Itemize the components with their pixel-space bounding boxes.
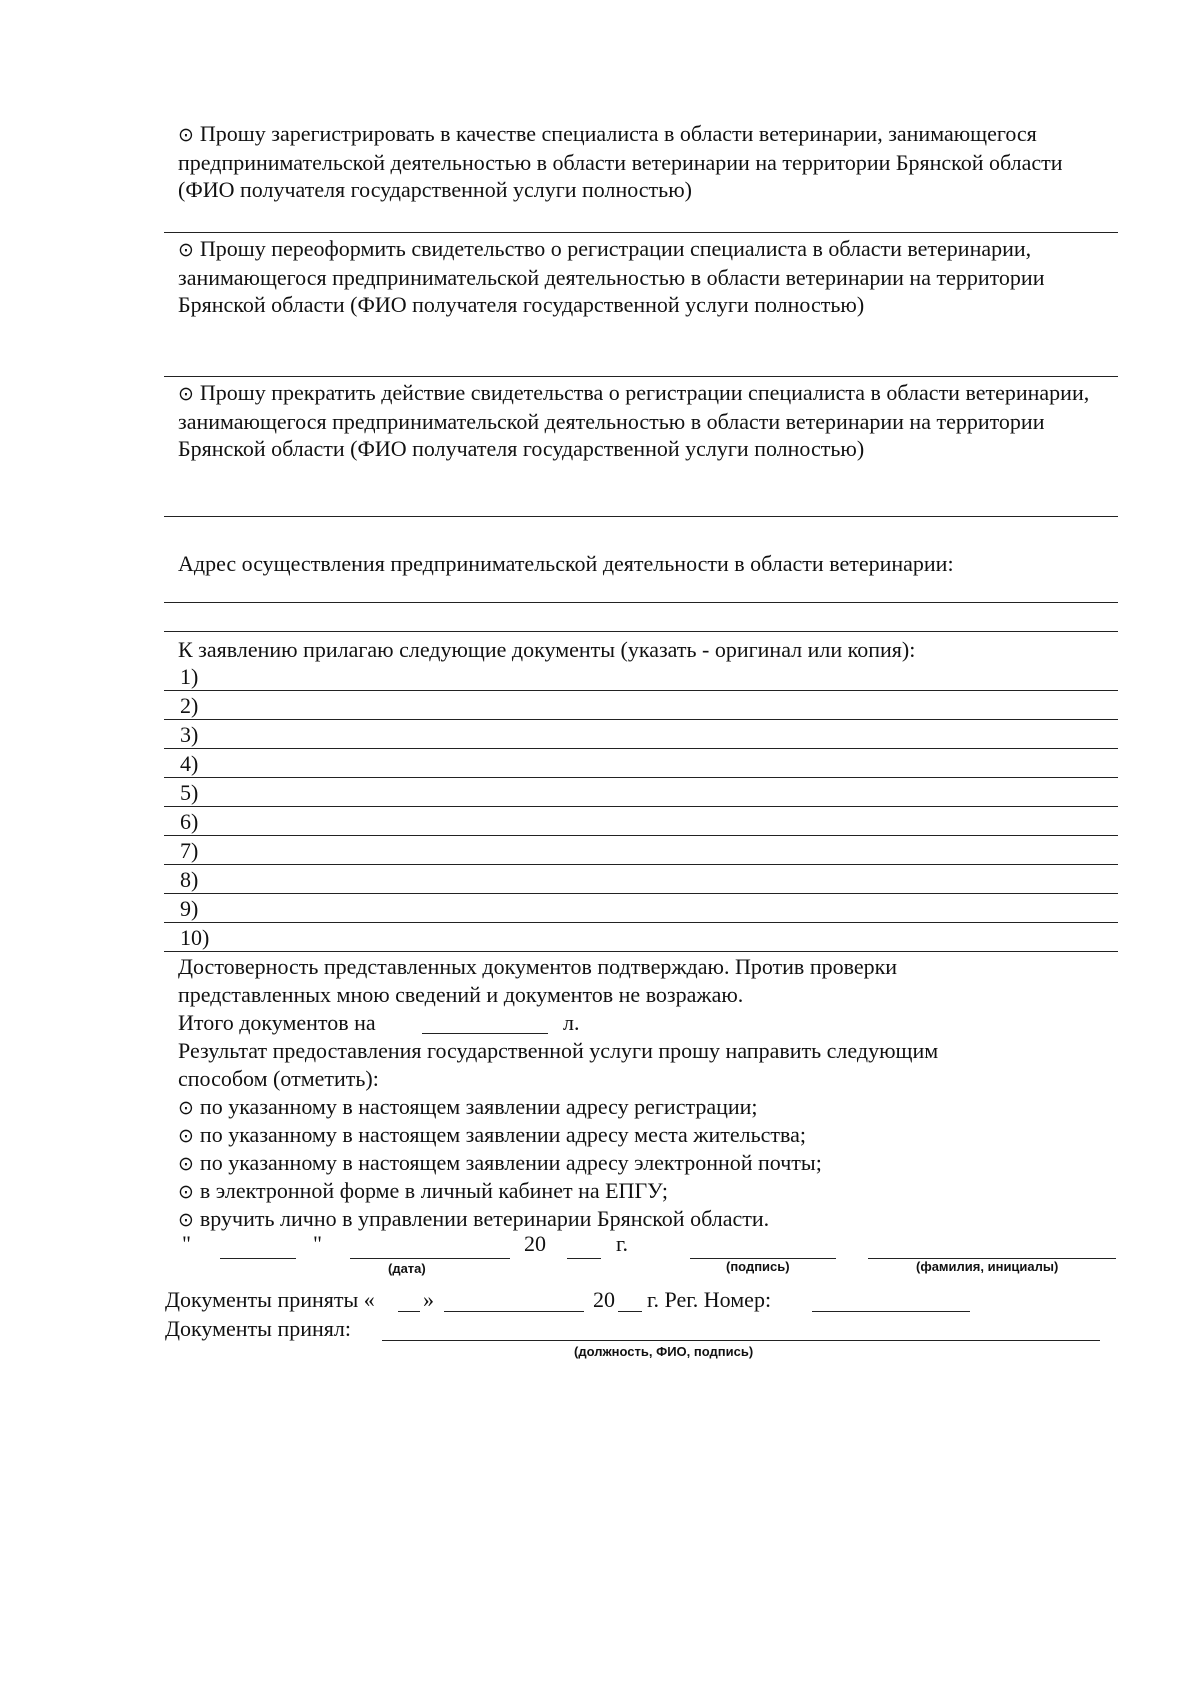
attachment-row[interactable] (164, 836, 1118, 865)
attachment-number: 9) (180, 896, 199, 921)
delivery-option-in-person[interactable]: ⊙ вручить лично в управлении ветеринарии Брянской области. (178, 1206, 770, 1231)
quote-close: " (313, 1231, 322, 1256)
attachment-row[interactable] (164, 923, 1118, 952)
month-field[interactable] (350, 1258, 510, 1259)
total-pages-field[interactable] (422, 1033, 548, 1034)
accepted-year-prefix: 20 (593, 1287, 615, 1312)
accepted-by-field[interactable] (382, 1340, 1100, 1341)
request-text: Прошу зарегистрировать в качестве специалиста в области ветеринарии, занимающегося предпринимательской деятельностью в области ветеринарии на территории Брянской области (ФИО получателя государственной услуги полностью) (178, 121, 1063, 202)
delivery-option-email[interactable]: ⊙ по указанному в настоящем заявлении адресу электронной почты; (178, 1150, 822, 1175)
caption-signature: (подпись) (726, 1259, 790, 1274)
attachment-row[interactable] (164, 894, 1118, 923)
attachment-number: 3) (180, 722, 199, 747)
year-prefix: 20 (524, 1231, 546, 1256)
attachment-number: 7) (180, 838, 199, 863)
accepted-close-quote: » (423, 1287, 434, 1312)
caption-accepted-by: (должность, ФИО, подпись) (574, 1344, 754, 1359)
accepted-label: Документы приняты « (165, 1287, 375, 1312)
delivery-option-epgu[interactable]: ⊙ в электронной форме в личный кабинет на ЕПГУ; (178, 1178, 669, 1203)
address-line-1[interactable] (164, 602, 1118, 603)
radio-icon[interactable]: ⊙ (178, 124, 194, 146)
request-text: Прошу прекратить действие свидетельства о регистрации специалиста в области ветеринарии, занимающегося предпринимательской деятельностью в области ветеринарии на территории Брянской области (ФИО получателя государственной услуги полностью) (178, 380, 1090, 461)
request-registration (178, 120, 1108, 203)
attachment-number: 10) (180, 925, 210, 950)
radio-icon[interactable]: ⊙ (178, 1181, 194, 1203)
delivery-option-residence[interactable]: ⊙ по указанному в настоящем заявлении адресу места жительства; (178, 1122, 807, 1147)
address-label: Адрес осуществления предпринимательской деятельности в области ветеринарии: (178, 551, 954, 576)
attachment-row[interactable] (164, 720, 1118, 749)
confirmation-line-2: представленных мною сведений и документов не возражаю. (178, 982, 744, 1007)
fio-line-2[interactable] (164, 376, 1118, 377)
total-label: Итого документов на (178, 1010, 376, 1035)
result-line-1: Результат предоставления государственной услуги прошу направить следующим (178, 1038, 939, 1063)
request-text: Прошу переоформить свидетельство о регистрации специалиста в области ветеринарии, занимающегося предпринимательской деятельностью в области ветеринарии на территории Брянской области (ФИО получателя государственной услуги полностью) (178, 236, 1045, 317)
fio-line-3[interactable] (164, 516, 1118, 517)
radio-icon[interactable]: ⊙ (178, 1153, 194, 1175)
confirmation-line-1: Достоверность представленных документов подтверждаю. Против проверки (178, 954, 898, 979)
attachment-number: 1) (180, 664, 199, 689)
attachments-label: К заявлению прилагаю следующие документы (указать - оригинал или копия): (178, 637, 916, 662)
fio-line-1[interactable] (164, 232, 1118, 233)
request-reissue (178, 235, 1108, 318)
attachment-row[interactable] (164, 691, 1118, 720)
radio-icon[interactable]: ⊙ (178, 383, 194, 405)
radio-icon[interactable]: ⊙ (178, 1209, 194, 1231)
day-field[interactable] (220, 1258, 296, 1259)
accepted-day-field[interactable] (398, 1311, 420, 1312)
attachment-number: 6) (180, 809, 199, 834)
attachment-number: 5) (180, 780, 199, 805)
address-line-2[interactable] (164, 631, 1118, 632)
total-suffix: л. (563, 1010, 580, 1035)
accepted-year-field[interactable] (618, 1311, 642, 1312)
attachment-row[interactable] (164, 662, 1118, 691)
radio-icon[interactable]: ⊙ (178, 239, 194, 261)
accepted-month-field[interactable] (444, 1311, 584, 1312)
radio-icon[interactable]: ⊙ (178, 1125, 194, 1147)
accepted-by-label: Документы принял: (165, 1316, 351, 1341)
reg-number-label: г. Рег. Номер: (647, 1287, 772, 1312)
year-suffix: г. (616, 1231, 629, 1256)
attachment-row[interactable] (164, 778, 1118, 807)
request-termination (178, 379, 1108, 462)
attachment-row[interactable] (164, 807, 1118, 836)
reg-number-field[interactable] (812, 1311, 970, 1312)
attachment-row[interactable] (164, 749, 1118, 778)
result-line-2: способом (отметить): (178, 1066, 379, 1091)
caption-date: (дата) (388, 1261, 426, 1276)
attachment-row[interactable] (164, 865, 1118, 894)
year-field[interactable] (567, 1258, 601, 1259)
delivery-option-registration[interactable]: ⊙ по указанному в настоящем заявлении адресу регистрации; (178, 1094, 758, 1119)
attachment-number: 4) (180, 751, 199, 776)
attachment-number: 8) (180, 867, 199, 892)
quote-open: " (182, 1231, 191, 1256)
radio-icon[interactable]: ⊙ (178, 1097, 194, 1119)
caption-name: (фамилия, инициалы) (916, 1259, 1059, 1274)
attachment-number: 2) (180, 693, 199, 718)
